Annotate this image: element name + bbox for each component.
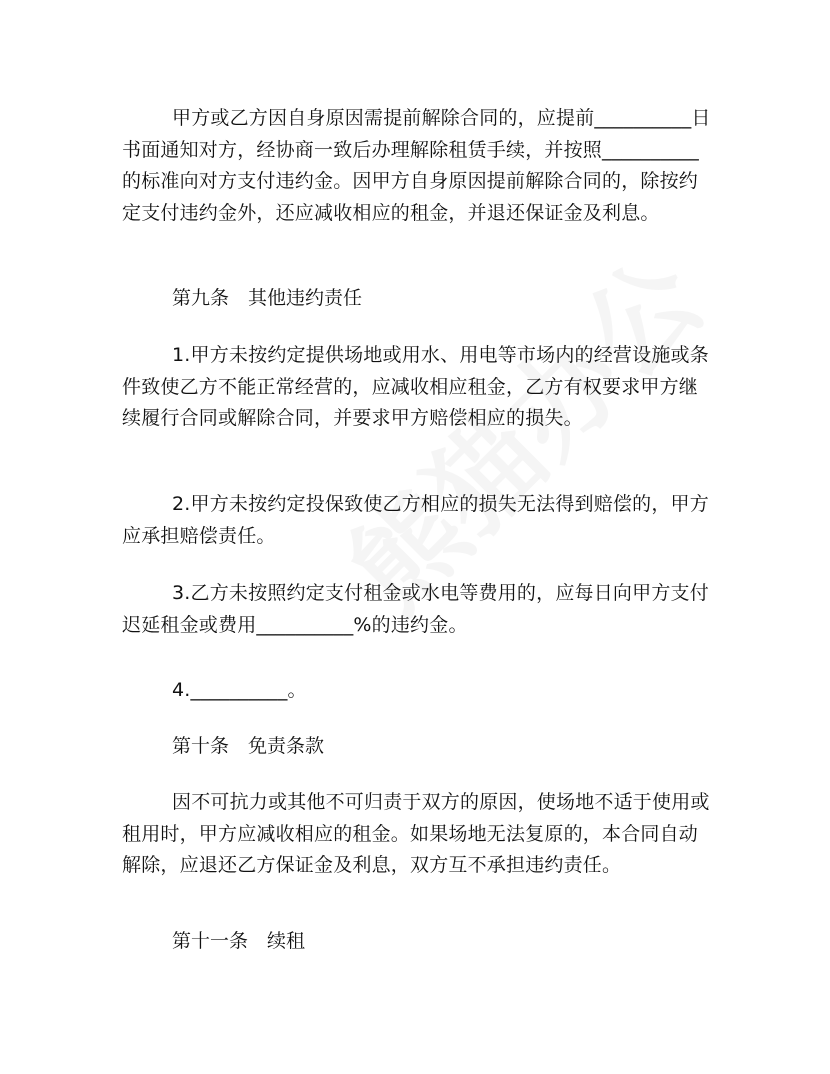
paragraph-clause-9-4: 4.__________。 (172, 679, 307, 701)
heading-article-10: 第十条 免责条款 (172, 735, 325, 757)
paragraph-clause-9-3: 3.乙方未按照约定支付租金或水电等费用的，应每日向甲方支付迟延租金或费用__________%的违约金。 (122, 582, 709, 636)
paragraph-clause-9-2: 2.甲方未按约定投保致使乙方相应的损失无法得到赔偿的，甲方应承担赔偿责任。 (122, 493, 709, 547)
paragraph-exemption: 因不可抗力或其他不可归责于双方的原因，使场地不适于使用或租用时，甲方应减收相应的租金。如果场地无法复原的，本合同自动解除，应退还乙方保证金及利息，双方互不承担违约责任。 (122, 791, 710, 877)
heading-article-11: 第十一条 续租 (172, 930, 306, 952)
heading-article-9: 第九条 其他违约责任 (172, 287, 363, 309)
paragraph-clause-9-1: 1.甲方未按约定提供场地或用水、用电等市场内的经营设施或条件致使乙方不能正常经营的，应减收相应租金，乙方有权要求甲方继续履行合同或解除合同，并要求甲方赔偿相应的损失。 (122, 344, 709, 430)
paragraph-early-termination: 甲方或乙方因自身原因需提前解除合同的，应提前__________日书面通知对方，经协商一致后办理解除租赁手续，并按照__________的标准向对方支付违约金。因甲方自身原因提前解除合同的，除按约定支付违约金外，还应减收相应的租金，并退还保证金及利息。 (122, 107, 711, 225)
